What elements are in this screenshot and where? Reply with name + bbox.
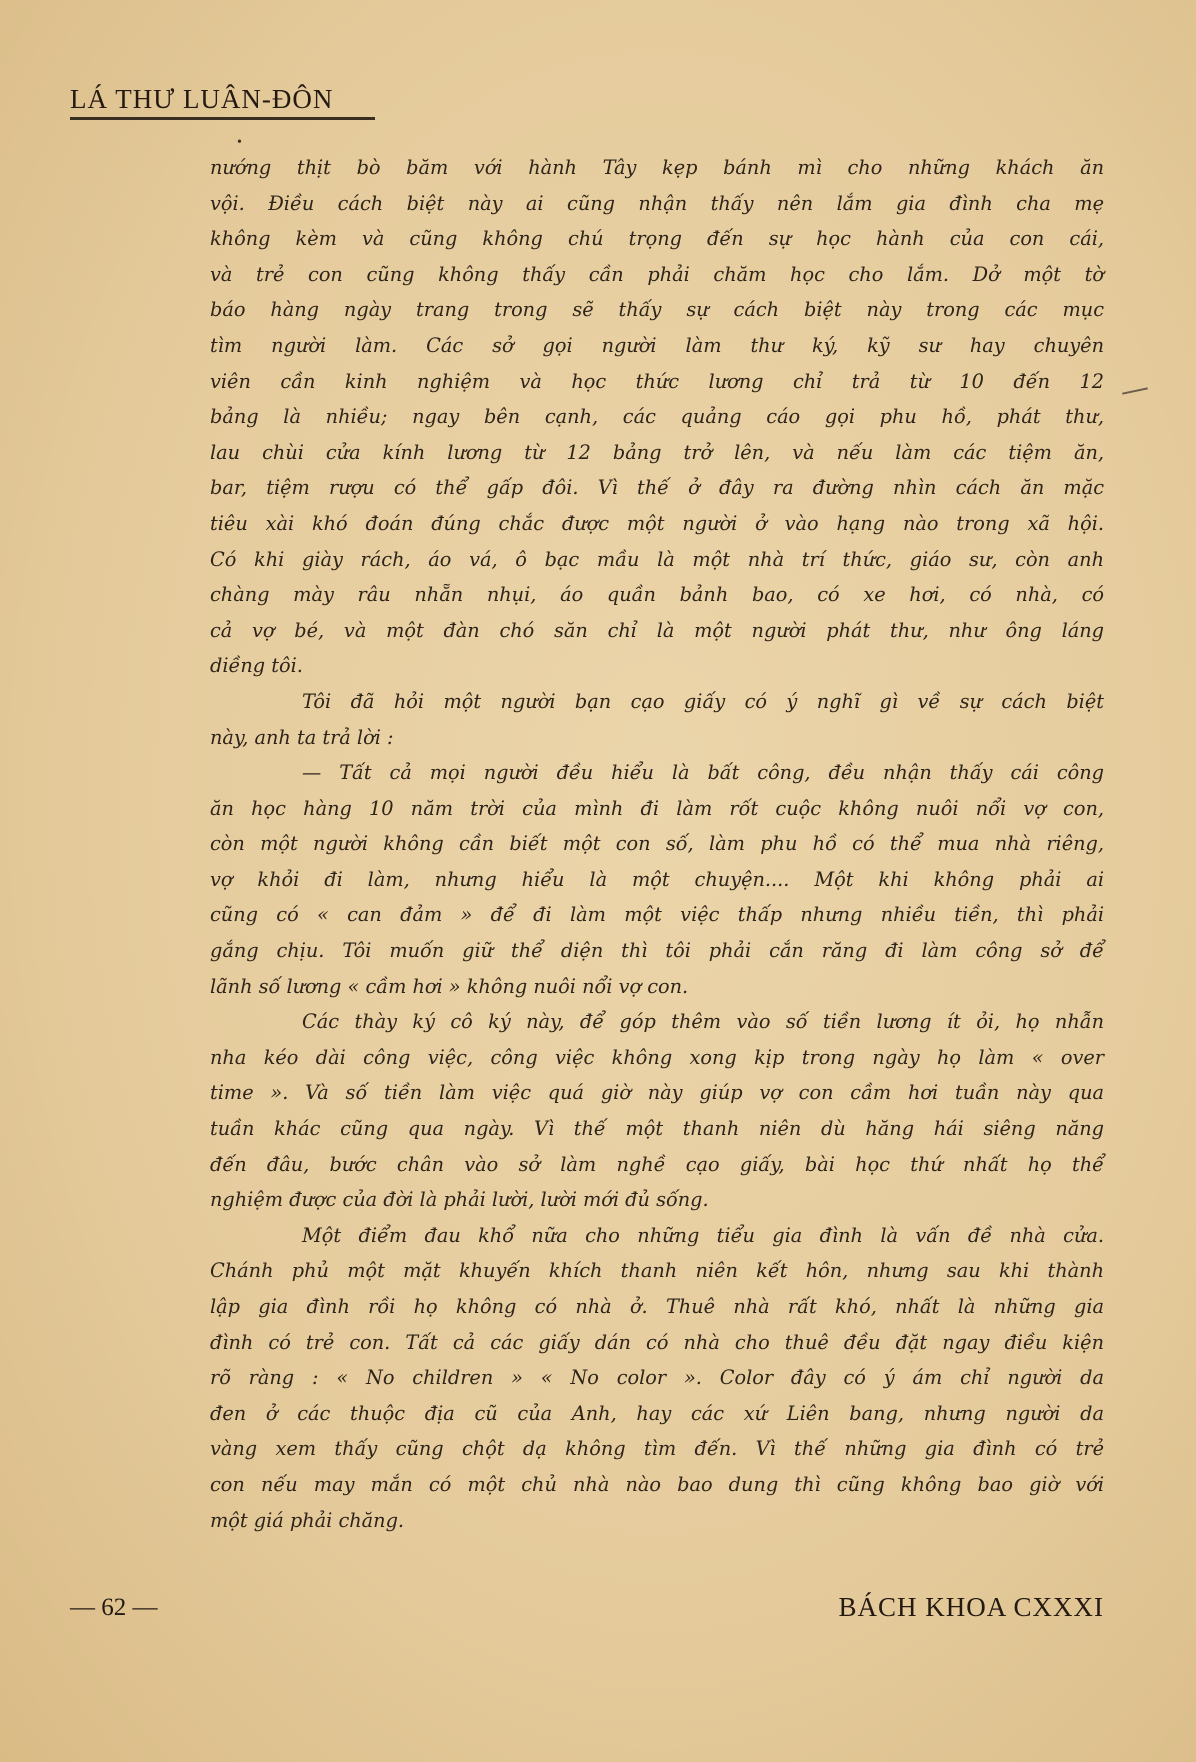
text-line: rõ ràng : « No children » « No color ». Color đây có ý ám chỉ người da bbox=[210, 1366, 1104, 1390]
text-line: tiêu xài khó đoán đúng chắc được một người ở vào hạng nào trong xã hội. bbox=[210, 511, 1104, 535]
text-line: bảng là nhiều; ngay bên cạnh, các quảng cáo gọi phu hồ, phát thư, bbox=[210, 405, 1104, 429]
text-line: bar, tiệm rượu có thể gấp đôi. Vì thế ở đây ra đường nhìn cách ăn mặc bbox=[210, 476, 1104, 500]
text-line: tìm người làm. Các sở gọi người làm thư ký, kỹ sư hay chuyên bbox=[210, 333, 1104, 357]
text-line: đen ở các thuộc địa cũ của Anh, hay các xứ Liên bang, nhưng người da bbox=[210, 1401, 1104, 1425]
text-line: đến đâu, bước chân vào sở làm nghề cạo giấy, bài học thứ nhất họ thể bbox=[210, 1152, 1104, 1176]
header-rule bbox=[70, 117, 375, 120]
text-line: — Tất cả mọi người đều hiểu là bất công, đều nhận thấy cái công bbox=[302, 761, 1104, 785]
text-line: báo hàng ngày trang trong sẽ thấy sự cách biệt này trong các mục bbox=[210, 298, 1104, 322]
text-line: con nếu may mắn có một chủ nhà nào bao dung thì cũng không bao giờ với bbox=[210, 1472, 1104, 1496]
text-line: còn một người không cần biết một con số, làm phu hồ có thể mua nhà riêng, bbox=[210, 832, 1104, 856]
text-line: nướng thịt bò băm với hành Tây kẹp bánh mì cho những khách ăn bbox=[210, 156, 1104, 179]
running-header-title: LÁ THƯ LUÂN-ĐÔN bbox=[70, 84, 334, 114]
text-line: vội. Điều cách biệt này ai cũng nhận thấy nên lắm gia đình cha mẹ bbox=[210, 191, 1104, 215]
margin-mark bbox=[1122, 387, 1148, 394]
text-line: cả vợ bé, và một đàn chó săn chỉ là một người phát thư, như ông láng bbox=[210, 618, 1104, 642]
text-line: và trẻ con cũng không thấy cần phải chăm học cho lắm. Dở một tờ bbox=[210, 262, 1104, 286]
text-line: tuần khác cũng qua ngày. Vì thế một thanh niên dù hăng hái siêng năng bbox=[210, 1117, 1104, 1141]
text-line: lập gia đình rồi họ không có nhà ở. Thuê nhà rất khó, nhất là những gia bbox=[210, 1295, 1104, 1318]
text-line: Các thày ký cô ký này, để góp thêm vào số tiền lương ít ỏi, họ nhẫn bbox=[302, 1010, 1104, 1034]
text-line: viên cần kinh nghiệm và học thức lương chỉ trả từ 10 đến 12 bbox=[210, 369, 1104, 393]
text-line: vàng xem thấy cũng chột dạ không tìm đến. Vì thế những gia đình có trẻ bbox=[210, 1437, 1104, 1461]
text-line: nha kéo dài công việc, công việc không xong kịp trong ngày họ làm « over bbox=[210, 1045, 1104, 1069]
text-line: chàng mày râu nhẵn nhụi, áo quần bảnh bao, có xe hơi, có nhà, có bbox=[210, 583, 1104, 607]
text-line: gắng chịu. Tôi muốn giữ thể diện thì tôi phải cắn răng đi làm công sở để bbox=[210, 939, 1104, 963]
page-number: — 62 — bbox=[70, 1594, 158, 1621]
text-line: Tôi đã hỏi một người bạn cạo giấy có ý nghĩ gì về sự cách biệt bbox=[302, 689, 1104, 713]
paragraph-4 bbox=[210, 1004, 1104, 1218]
text-line: vợ khỏi đi làm, nhưng hiểu là một chuyện.... Một khi không phải ai bbox=[210, 867, 1104, 891]
publication-name: BÁCH KHOA CXXXI bbox=[838, 1592, 1104, 1622]
text-line: này, anh ta trả lời : bbox=[210, 725, 394, 749]
text-line: cũng có « can đảm » để đi làm một việc thấp nhưng nhiều tiền, thì phải bbox=[210, 903, 1104, 927]
text-line: lau chùi cửa kính lương từ 12 bảng trở lên, và nếu làm các tiệm ăn, bbox=[210, 440, 1104, 464]
text-line: time ». Và số tiền làm việc quá giờ này giúp vợ con cầm hơi tuần này qua bbox=[210, 1081, 1104, 1105]
ink-dot: • bbox=[237, 135, 242, 150]
text-line: không kèm và cũng không chú trọng đến sự học hành của con cái, bbox=[210, 227, 1104, 251]
text-line: nghiệm được của đời là phải lười, lười mới đủ sống. bbox=[210, 1188, 709, 1212]
text-line: ăn học hàng 10 năm trời của mình đi làm rốt cuộc không nuôi nổi vợ con, bbox=[210, 796, 1104, 820]
text-line: đình có trẻ con. Tất cả các giấy dán có nhà cho thuê đều đặt ngay điều kiện bbox=[210, 1330, 1104, 1354]
text-line: Một điểm đau khổ nữa cho những tiểu gia đình là vấn đề nhà cửa. bbox=[302, 1223, 1104, 1247]
paragraph-3 bbox=[210, 755, 1104, 1004]
text-line: diềng tôi. bbox=[210, 654, 303, 678]
article-body bbox=[210, 150, 1104, 1538]
paragraph-5 bbox=[210, 1218, 1104, 1538]
text-line: một giá phải chăng. bbox=[210, 1508, 405, 1532]
paragraph-2 bbox=[210, 684, 1104, 755]
text-line: lãnh số lương « cầm hơi » không nuôi nổi vợ con. bbox=[210, 974, 689, 998]
text-line: Chánh phủ một mặt khuyến khích thanh niên kết hôn, nhưng sau khi thành bbox=[210, 1259, 1104, 1283]
paragraph-1 bbox=[210, 150, 1104, 684]
text-line: Có khi giày rách, áo vá, ô bạc mầu là một nhà trí thức, giáo sư, còn anh bbox=[210, 547, 1104, 571]
